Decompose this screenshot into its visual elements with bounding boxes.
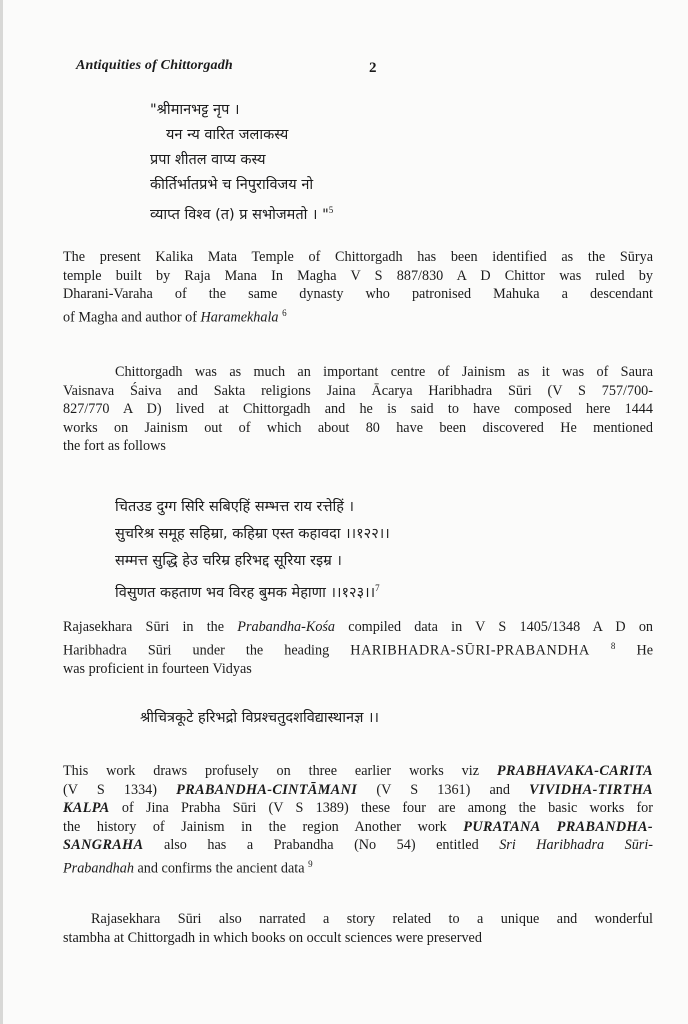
sanskrit-verse-1	[150, 98, 333, 223]
text-line: Dharani-Varaha of the same dynasty who patronised Mahuka a descendant	[63, 286, 653, 303]
paragraph-3	[63, 618, 653, 679]
sanskrit-verse-2	[140, 706, 379, 731]
paragraph-4	[63, 762, 653, 878]
running-header: Antiquities of Chittorgadh	[76, 58, 233, 73]
text-line: Rajasekhara Sūri also narrated a story related to a unique and wonderful	[91, 911, 653, 927]
text-line: 827/770 A D) lived at Chittorgadh and he is said to have composed here 1444	[63, 401, 653, 418]
text-line: (V S 1334) PRABANDHA-CINTĀMANI (V S 1361) and VIVIDHA-TIRTHA	[63, 781, 654, 798]
verse-line: "श्रीमानभट्ट नृप ।	[150, 102, 240, 118]
book-title: PURATANA PRABANDHA-	[463, 818, 653, 835]
text-line: SANGRAHA also has a Prabandha (No 54) entitled Sri Haribhadra Sūri-	[63, 837, 653, 854]
text-line: the history of Jainism in the region Another work PURATANA PRABANDHA-	[63, 818, 653, 835]
verse-line: सम्मत्त सुद्धि हेउ चरिम्र हरिभद्द सूरिया रइम्र ।	[115, 553, 342, 569]
text-line: the fort as follows	[63, 438, 166, 455]
text-line: was proficient in fourteen Vidyas	[63, 660, 252, 677]
verse-line: यन न्य वारित जलाकस्य	[166, 127, 289, 143]
text-line: of Magha and author of Haramekhala $^6$	[63, 307, 287, 326]
page-edge	[0, 0, 3, 1024]
text-line: works on Jainism out of which about 80 have been discovered He mentioned	[63, 419, 653, 436]
footnote-marker: 7	[375, 583, 380, 593]
book-title: Prabandha-Kośa	[237, 619, 336, 635]
paragraph-1	[63, 248, 653, 327]
book-title: PRABANDHA-CINTĀMANI	[176, 781, 358, 798]
book-title: Haramekhala	[200, 309, 279, 326]
paragraph-2	[63, 363, 653, 456]
text-line: This work draws profusely on three earlier works viz PRABHAVAKA-CARITA	[63, 763, 653, 779]
footnote-marker: 8	[610, 640, 616, 651]
text-line: stambha at Chittorgadh in which books on occult sciences were preserved	[63, 929, 482, 946]
text-line: Vaisnava Śaiva and Sakta religions Jaina Ācarya Haribhadra Sūri (V S 757/700-	[63, 382, 653, 399]
prakrit-verse	[115, 494, 390, 602]
footnote-marker: 6	[282, 307, 287, 318]
verse-line: व्याप्त विश्व (त) प्र सभोजमतो । "$^5$	[150, 205, 334, 223]
text-line: Chittorgadh was as much an important centre of Jainism as it was of Saura	[115, 364, 653, 380]
verse-line: विसुणत कहताण भव विरह बुमक मेहाणा ।।१२३।।$^7$	[115, 583, 380, 601]
footnote-marker: 5	[328, 205, 334, 215]
verse-line: चितउड दुग्ग सिरि सबिएहिं सम्भत्त राय रत्तेहिं ।	[115, 499, 355, 515]
verse-line: प्रपा शीतल वाप्य कस्य	[150, 152, 266, 168]
book-title: VIVIDHA-TIRTHA	[529, 781, 654, 798]
verse-line: श्रीचित्रकूटे हरिभद्रो विप्रश्चतुदशविद्यास्थानज्ञ ।।	[140, 710, 379, 726]
heading-caps: HARIBHADRA-SŪRI-PRABANDHA	[350, 642, 590, 659]
page-number: 2	[369, 60, 377, 76]
text-line: The present Kalika Mata Temple of Chittorgadh has been identified as the Sūrya	[63, 249, 653, 265]
text-line: temple built by Raja Mana In Magha V S 887/830 A D Chittor was ruled by	[63, 267, 653, 284]
text-line: Haribhadra Sūri under the heading HARIBHADRA-SŪRI-PRABANDHA $^8$ He	[63, 640, 654, 659]
paragraph-5	[63, 910, 653, 947]
text-line: KALPA of Jina Prabha Sūri (V S 1389) these four are among the basic works for	[63, 800, 653, 817]
book-title: PRABHAVAKA-CARITA	[496, 763, 653, 779]
verse-line: कीर्तिर्भातप्रभे च निपुराविजय नो	[150, 177, 314, 193]
verse-line: सुचरिश्र समूह सहिम्रा, कहिम्रा एस्त कहावदा ।।१२२।।	[115, 526, 390, 542]
footnote-marker: 9	[308, 858, 313, 869]
text-line: Prabandhah and confirms the ancient data $^9$	[63, 858, 313, 877]
text-line: Rajasekhara Sūri in the Prabandha-Kośa compiled data in V S 1405/1348 A D on	[63, 619, 654, 635]
book-title: Sri Haribhadra Sūri-	[499, 837, 653, 854]
